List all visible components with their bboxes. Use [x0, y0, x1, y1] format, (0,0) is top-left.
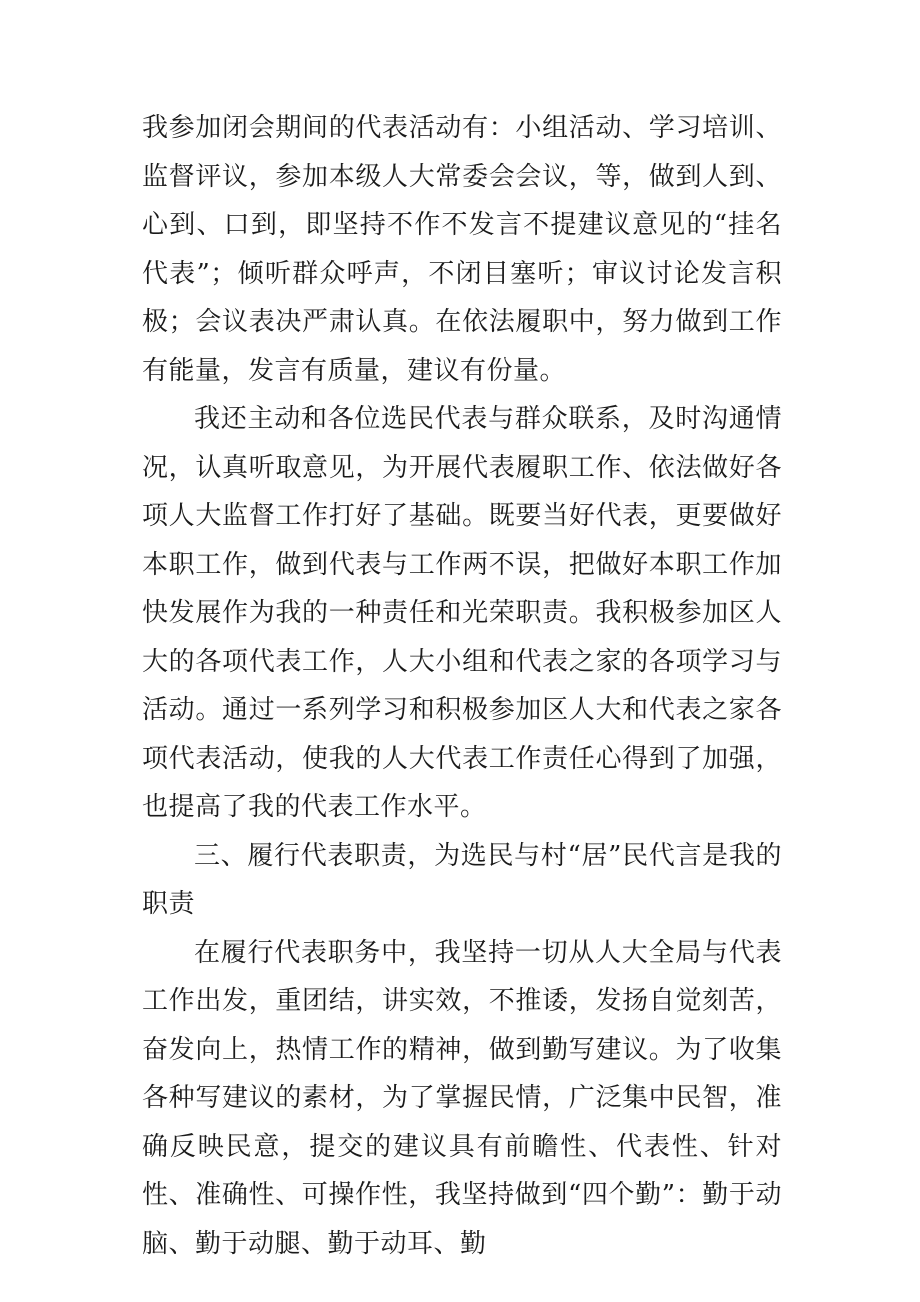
document-body	[142, 104, 782, 1268]
paragraph-contact-voters: 我还主动和各位选民代表与群众联系，及时沟通情况，认真听取意见，为开展代表履职工作、依法做好各项人大监督工作打好了基础。既要当好代表，更要做好本职工作，做到代表与工作两不误，把做好本职工作加快发展作为我的一种责任和光荣职责。我积极参加区人大的各项代表工作，人大小组和代表之家的各项学习与活动。通过一系列学习和积极参加区人大和代表之家各项代表活动，使我的人大代表工作责任心得到了加强，也提高了我的代表工作水平。	[142, 404, 782, 822]
paragraph-activities: 我参加闭会期间的代表活动有：小组活动、学习培训、监督评议，参加本级人大常委会会议，等，做到人到、心到、口到，即坚持不作不发言不提建议意见的“挂名代表”；倾听群众呼声，不闭目塞听；审议讨论发言积极；会议表决严肃认真。在依法履职中，努力做到工作有能量，发言有质量，建议有份量。	[142, 113, 782, 386]
section-heading-duties: 三、履行代表职责，为选民与村“居”民代言是我的职责	[142, 840, 782, 919]
paragraph-performing-duties: 在履行代表职务中，我坚持一切从人大全局与代表工作出发，重团结，讲实效，不推诿，发扬自觉刻苦，奋发向上，热情工作的精神，做到勤写建议。为了收集各种写建议的素材，为了掌握民情，广泛集中民智，准确反映民意，提交的建议具有前瞻性、代表性、针对性、准确性、可操作性，我坚持做到“四个勤”：勤于动脑、勤于动腿、勤于动耳、勤	[142, 937, 782, 1259]
